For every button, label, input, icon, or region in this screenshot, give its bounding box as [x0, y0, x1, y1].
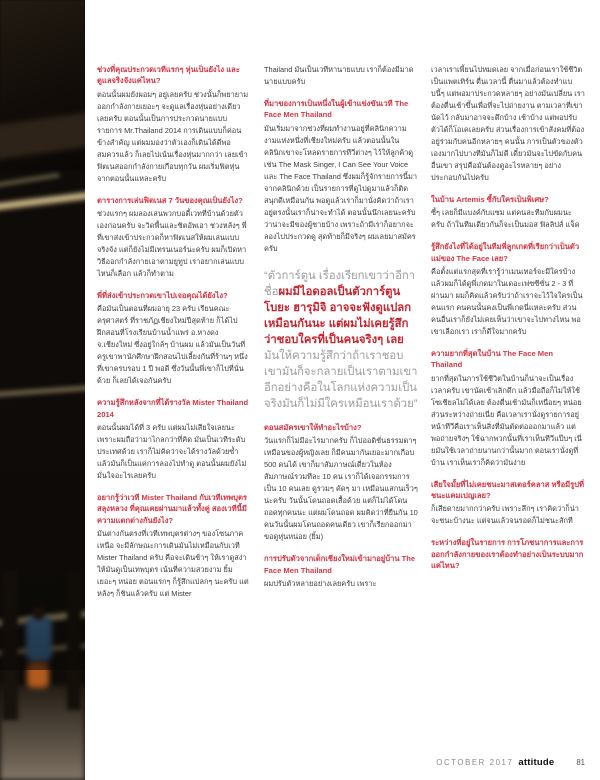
question-heading: ระหว่างที่อยู่ในรายการ การโภชนาการและการออกกำลังกายของเราต้องทำอย่างเป็นระบบมากแค่ไหน?	[431, 538, 584, 571]
light-streak	[0, 189, 85, 213]
question-heading: เสียใจมั้ยที่ไม่เคยชนะมาสเตอร์คลาส หรือมีรูปที่ชนะแคมเปญเลย?	[431, 479, 585, 500]
question-heading: ในบ้าน Artemis ซี้กับใครเป็นพิเศษ?	[431, 194, 549, 204]
article-columns	[97, 64, 585, 600]
answer-continuation: Thailand มันเป็นเวทีหานายแบบ เราก็ต้องมีมาดนายแบบครับ	[264, 65, 414, 86]
column-1	[97, 64, 251, 600]
answer-text: มันต่างกันตรงที่เวทีเทพบุตรต่างๆ ของโซนภาคเหนือ จะมีลักษณะการเดินมันไม่เหมือนกับเวที Mister Thailand ครับ คือจะเดินช้าๆ ให้เราดูสง่า ให้มันดูเป็นเทพบุตร เน้นที่ความสวยงาม ยิ้มเยอะๆ หน่อย ตอนแรกๆ ก็รู้สึกแปลกๆ นะครับ แต่หลังๆ ก็ชินแล้วครับ แต่ Mister	[97, 529, 249, 599]
answer-text: ซี้ๆ เลยก็มีแบงค์กับแซม แต่คนละทีมกับผมนะครับ ถ้าในทีมเดียวกันก็จะเป็นมอส ฟิลลิปส์ แจ็ค	[431, 208, 580, 230]
answer-text: ยากที่สุดในการใช้ชีวิตในบ้านก็น่าจะเป็นเรื่องเวลาครับ เขานัดเช้าเลิกดึก แล้วมือถือก็ไม่ให้ใช้ โซเชียลไม่ได้เลย ต้องตื่นเช้ามันก็เหนื่อยๆ หน่อย ส่วนระหว่างถ่ายเนี่ย คือเวลาเรานั่งดูรายการอยู่หน้าทีวีคือเราเห็นสิ่งที่มันตัดต่อออกมาแล้ว แต่พอถ่ายจริงๆ ใช้ฉากพวกนั้นที่เราเห็นทีวีแป๊บๆ เนี่ยมันใช้เวลาถ่ายนานกว่านั้นมาก ตอนเรานั่งดูที่บ้าน เราเห็นเราก็คิดว่ามันง่าย	[431, 373, 582, 467]
light-streak	[0, 173, 60, 189]
answer-text: ช่วงแรกๆ ผมลองเล่นพวกบอดี้เวทที่บ้านด้วยตัวเองก่อนครับ จะวิดพื้นและซิตอัพเอา ช่วงหลังๆ พี่ที่เขาส่งเข้าประกวดก็หาฟิตเนสให้ผมเล่นแบบจริงจัง แต่ก็ยังไม่มีเทรนเนอร์นะครับ ผมก็เปิดหาวิธีออกกำลังกายเอาตามยูทูป เราอยากเล่นแบบไหนก็เลือก แล้วก็ทำตาม	[97, 209, 247, 278]
question-heading: ความยากที่สุดในบ้าน The Face Men Thailand	[431, 348, 553, 370]
answer-text: คือมันเป็นตอนที่ผมอายุ 23 ครับ เรียนคณะครุศาสตร์ ที่ราชภัฏเชียงใหม่ปีสุดท้าย ก็ได้ไปฝึกสอนที่โรงเรียนบ้านน้ำแพร่ อ.หางดง จ.เชียงใหม่ ซึ่งอยู่ใกล้ๆ บ้านผม แล้วมันเป็นวันที่ครูเขาพานักศึกษาฝึกสอนไปเลี้ยงกันที่ร้านๆ หนึ่งที่เขาครบรอบ 1 ปี พอดี ซึ่งวันนั้นพี่เขาก็ไปที่นั่นด้วย ก็เลยได้เจอกันครับ	[97, 304, 248, 386]
pull-quote-tail: มันให้ความรู้สึกว่าถ้าเราชอบเขามันก็จะกลายเป็นเราตามเขา อีกอย่างคือในโลกแห่งความเป็นจริงมันก็ไม่มีใครเหมือนเราด้วย”	[264, 349, 418, 410]
column-3	[431, 64, 585, 600]
footer-page-number: 81	[576, 758, 585, 767]
answer-text: ก็เสียดายมากกว่าครับ เพราะลึกๆ เราคิดว่าก็น่าจะชนะบ้างนะ แต่จนแล้วจนรอดก็ไม่ชนะสักที	[431, 504, 579, 526]
light-streak	[0, 384, 85, 398]
gym-photo	[0, 0, 85, 780]
question-heading: ช่วงที่คุณประกวดเวทีแรกๆ หุ่นเป็นยังไง และดูแลจริงจังแค่ไหน?	[97, 65, 240, 86]
question-heading: ตารางการเล่นฟิตเนส 7 วันของคุณเป็นยังไง?	[97, 195, 243, 205]
question-heading: ที่มาของการเป็นหนึ่งในผู้เข้าแข่งขันเวที The Face Men Thailand	[264, 98, 409, 120]
answer-text: คือตั้งแต่แรกสุดที่เรารู้ว่าเมนเทอร์จะมีใครบ้าง แล้วผมก็ได้ดูพี่เกดมาในเดอะเฟซซีซั่น 2 - 3 ที่ผ่านมา ผมก็คิดแล้วครับว่าถ้าเราจะไว้ใจใครเป็นคนแรก คนคนนั้นคงเป็นพี่เกดนี่แหละครับ ส่วนคนอื่นเราก็ยังไม่เคยเห็นว่าเขาจะไปทางไหน พอเขาเลือกเรา เราก็ดีใจมากครับ	[431, 266, 583, 336]
question-heading: รู้สึกยังไงที่ได้อยู่ในทีมพี่ลูกเกดที่เรียกว่าเป็นตัวแม่ของ The Face เลย?	[431, 242, 580, 263]
question-heading: พี่ที่ส่งเข้าประกวดเขาไปเจอคุณได้ยังไง?	[97, 290, 228, 300]
pull-quote	[264, 268, 418, 412]
answer-text: ตอนนั้นผมยังผอมๆ อยู่เลยครับ ช่วงนั้นก็พยายามออกกำลังกายเยอะๆ จะดูแลเรื่องหุ่นอย่างเดียวเลยครับ ตอนนั้นเป็นการประกวดนายแบบ รายการ Mr.Thailand 2014 การเดินแบบก็ค่อนข้างสำคัญ แต่ผมมองว่าตัวเองก็เดินได้ดีพอสมควรแล้ว ก็เลยไปเน้นเรื่องหุ่นมากกว่า เลยเข้าฟิตเนสออกกำลังกายเกือบทุกวัน ผมเริ่มฟิตหุ่นจากตอนนั้นแหละครับ	[97, 89, 249, 183]
question-heading: ตอนสมัครเขาให้ทำอะไรบ้าง?	[264, 422, 362, 432]
page-footer	[436, 757, 585, 768]
footer-issue-date: OCTOBER 2017	[436, 758, 514, 767]
question-heading: อยากรู้ว่าเวที Mister Thailand กับเวทีเทพบุตรสลุงหลวง ที่คุณเคยผ่านมาแล้วทั้งคู่ สองเวทีนี้มีความแตกต่างกันยังไง?	[97, 492, 247, 525]
footer-magazine-logo: attitude	[518, 757, 555, 768]
answer-continuation: เวลาเราเพี้ยนไปหมดเลย จากเมื่อก่อนเราใช้ชีวิตเป็นแพตเทิร์น ตื่นเวลานี้ ตื่นมาแล้วต้องทำแบบนี้ๆ แต่พอมาประกวดหลายๆ อย่างมันเปลี่ยน เราต้องตื่นเช้าขึ้นเพื่อที่จะไปถ่ายงาน ตามเวลาที่เขานัดไว้ กลับมาอาจจะดึกบ้าง เช้าบ้าง แต่พอปรับตัวได้ก็โอเคเลยครับ ส่วนเรื่องการเข้าสังคมที่ต้องอยู่ร่วมกับคนอีกหลายๆ คนนั้น การเป็นตัวของตัวเองมากไปบางทีมันก็ไม่ดี เดี๋ยวมันจะไปขัดกับคนอื่นเขา สรุปคือมันต้องดูอะไรหลายๆ อย่างประกอบกันไปครับ	[431, 65, 585, 182]
photo-shadow	[0, 420, 85, 670]
column-2	[264, 64, 418, 600]
answer-text: ตอนนั้นผมได้ที่ 3 ครับ แต่ผมไม่เสียใจเลยนะ เพราะผมถือว่ามาไกลกว่าที่คิด มันเป็นเวทีระดับประเทศด้วย เราก็ไม่คิดว่าจะได้รางวัลด้วยซ้ำ แล้วมันก็เป็นแค่การลองไปทำดู ตอนนั้นผมยังไม่มั่นใจอะไรเลยครับ	[97, 423, 247, 480]
question-heading: การปรับตัวจากเด็กเชียงใหม่เข้ามาอยู่บ้าน The Face Men Thailand	[264, 554, 416, 575]
pull-quote-lead: “ตัวการ์ตูน เรื่องเรียกเขาว่าอีกา ชื่อ	[264, 269, 416, 298]
answer-text: มันเริ่มมาจากช่วงที่ผมทำงานอยู่ที่คลินิกความงามแห่งหนึ่งที่เชียงใหม่ครับ แล้วตอนนั้นในคลินิกเขาจะโหลดรายการทีวีต่างๆ ไว้ให้ลูกค้าดู เช่น The Mask Singer, I Can See Your Voice และ The Face Thailand ซึ่งผมก็รู้จักรายการนี้มาจากคลินิกด้วย เป็นรายการที่ดูไปดูมาแล้วก็ติด สนุกดีเหมือนกัน พอดูแล้วเราก็มานั่งคิดว่าถ้าเราอยู่ตรงนั้นเราก็น่าจะทำได้ ตอนนั้นนึกเลยนะครับว่าน่าจะมีของผู้ชายบ้าง เพราะถ้ามีเราก็อยากจะลองไปประกวดดู สุดท้ายก็มีจริงๆ ผมเลยมาสมัครครับ	[264, 123, 418, 253]
pull-quote-highlight: ผมมีไอดอลเป็นตัวการ์ตูน โบยะ ฮารุมิจิ อาจจะฟังดูแปลกเหมือนกันนะ แต่ผมไม่เคยรู้สึกว่าชอบใครที่เป็นคนจริงๆ เลย	[264, 285, 412, 346]
answer-text: ผมปรับตัวหลายอย่างเลยครับ เพราะ	[264, 578, 377, 588]
answer-text: วันแรกก็ไม่มีอะไรมากครับ ก็ไปออดิชั่นธรรมดาๆ เหมือนของผู้หญิงเลย ก็มีคนมากันเยอะมากเกือบ 500 คนได้ เขาก็มาสัมภาษณ์เดี่ยวในห้อง สัมภาษณ์รวมทีละ 10 คน เราก็ได้เจอกรรมการเป็น 10 คนเลย ดูรวมๆ คัดๆ มา เหมือนแสกนเร็วๆ น่ะครับ วันนั้นโดนถอดเสื้อด้วย แต่ก็ไม่ได้โดนถอดทุกคนนะ แต่ผมโดนถอด ผมคิดว่าที่ยืนกัน 10 คนวันนั้นผมโดนถอดคนเดียว เขาก็เรียกออกมา ขอดูหุ่นหน่อย (ยิ้ม)	[264, 436, 418, 542]
question-heading: ความรู้สึกหลังจากที่ได้รางวัล Mister Thailand 2014	[97, 398, 249, 419]
